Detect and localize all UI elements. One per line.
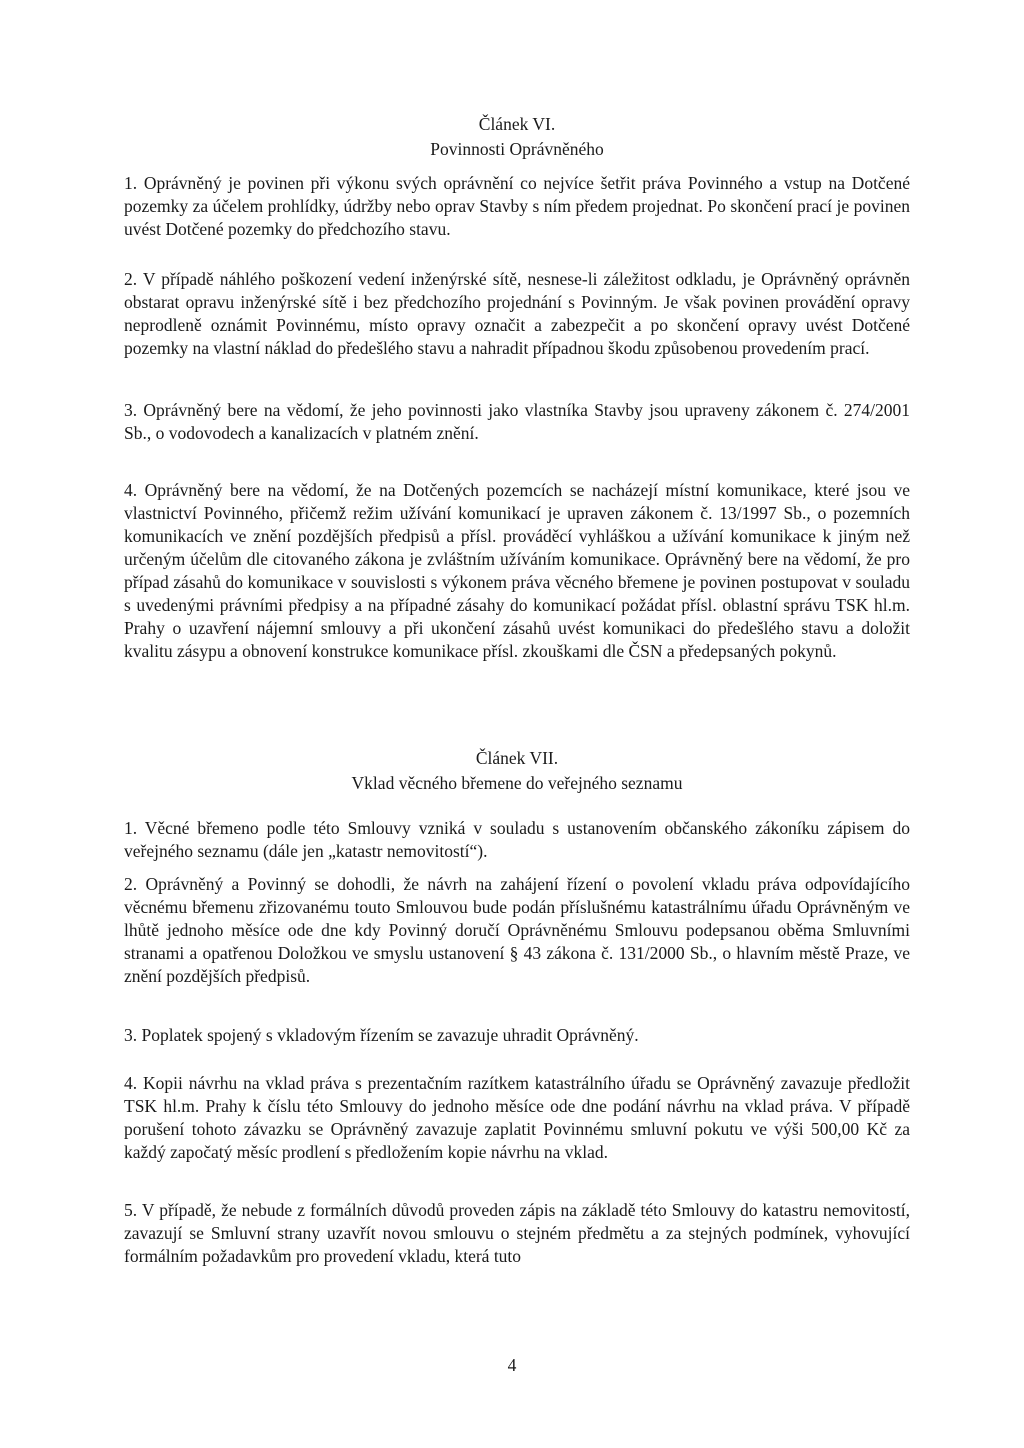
article-7-title: Článek VII.: [475, 748, 559, 768]
article-6-paragraph-3: 3. Oprávněný bere na vědomí, že jeho povinnosti jako vlastníka Stavby jsou upraveny zákonem č. 274/2001 Sb., o vodovodech a kanalizacích v platném znění.: [124, 400, 910, 443]
article-7-paragraph-2: 2. Oprávněný a Povinný se dohodli, že návrh na zahájení řízení o povolení vkladu práva odpovídajícího věcnému břemenu zřizovanému touto Smlouvou bude podán příslušnému katastrálnímu úřadu Oprávněným ve lhůtě jednoho měsíce ode dne kdy Povinný doručí Oprávněnému Smlouvu podepsanou oběma Smluvními stranami a opatřenou Doložkou ve smyslu ustanovení § 43 zákona č. 131/2000 Sb., o hlavním městě Praze, ve znění pozdějších předpisů.: [124, 874, 910, 986]
article-7-paragraph-5: 5. V případě, že nebude z formálních důvodů proveden zápis na základě této Smlouvy do katastru nemovitostí, zavazují se Smluvní strany uzavřít novou smlouvu o stejném předmětu a za stejných podmínek, vyhovující formálním požadavkům pro provedení vkladu, která tuto: [124, 1200, 910, 1266]
article-6-title: Článek VI.: [478, 114, 556, 134]
article-7-paragraph-1: 1. Věcné břemeno podle této Smlouvy vzniká v souladu s ustanovením občanského zákoníku zápisem do veřejného seznamu (dále jen „katastr nemovitostí“).: [124, 818, 910, 861]
article-6-paragraph-4: 4. Oprávněný bere na vědomí, že na Dotčených pozemcích se nacházejí místní komunikace, které jsou ve vlastnictví Povinného, přičemž režim užívání komunikací je upraven zákonem č. 13/1997 Sb., o pozemních komunikacích ve znění pozdějších předpisů a přísl. prováděcí vyhláškou a užívání komunikace k jiným než určeným účelům dle citovaného zákona je zvláštním užíváním komunikace. Oprávněný bere na vědomí, že pro případ zásahů do komunikace v souvislosti s výkonem práva věcného břemene je povinen postupovat v souladu s uvedenými právními předpisy a na případné zásahy do komunikací požádat přísl. oblastní správu TSK hl.m. Prahy o uzavření nájemní smlouvy a při ukončení zásahů uvést komunikaci do předešlého stavu a doložit kvalitu zásypu a obnovení konstrukce komunikace přísl. zkouškami dle ČSN a předepsaných pokynů.: [124, 480, 910, 661]
article-6-subtitle: Povinnosti Oprávněného: [430, 139, 604, 159]
page-number: 4: [507, 1355, 517, 1375]
article-7-paragraph-4: 4. Kopii návrhu na vklad práva s prezentačním razítkem katastrálního úřadu se Oprávněný zavazuje předložit TSK hl.m. Prahy k číslu této Smlouvy do jednoho měsíce ode dne podání návrhu na vklad práva. V případě porušení tohoto závazku se Oprávněný zavazuje zaplatit Povinnému smluvní pokutu ve výši 500,00 Kč za každý započatý měsíc prodlení s předložením kopie návrhu na vklad.: [124, 1073, 910, 1162]
article-6-paragraph-2: 2. V případě náhlého poškození vedení inženýrské sítě, nesnese-li záležitost odkladu, je Oprávněný oprávněn obstarat opravu inženýrské sítě i bez předchozího projednání s Povinným. Je však povinen provádění opravy neprodleně oznámit Povinnému, místo opravy označit a zabezpečit a po skončení opravy uvést Dotčené pozemky na vlastní náklad do předešlého stavu a nahradit případnou škodu způsobenou provedením prací.: [124, 269, 910, 358]
article-7-paragraph-3: 3. Poplatek spojený s vkladovým řízením se zavazuje uhradit Oprávněný.: [124, 1025, 639, 1045]
article-7-subtitle: Vklad věcného břemene do veřejného seznamu: [351, 773, 683, 793]
article-6-paragraph-1: 1. Oprávněný je povinen při výkonu svých oprávnění co nejvíce šetřit práva Povinného a vstup na Dotčené pozemky za účelem prohlídky, údržby nebo oprav Stavby s ním předem projednat. Po skončení prací je povinen uvést Dotčené pozemky do předchozího stavu.: [124, 173, 910, 239]
